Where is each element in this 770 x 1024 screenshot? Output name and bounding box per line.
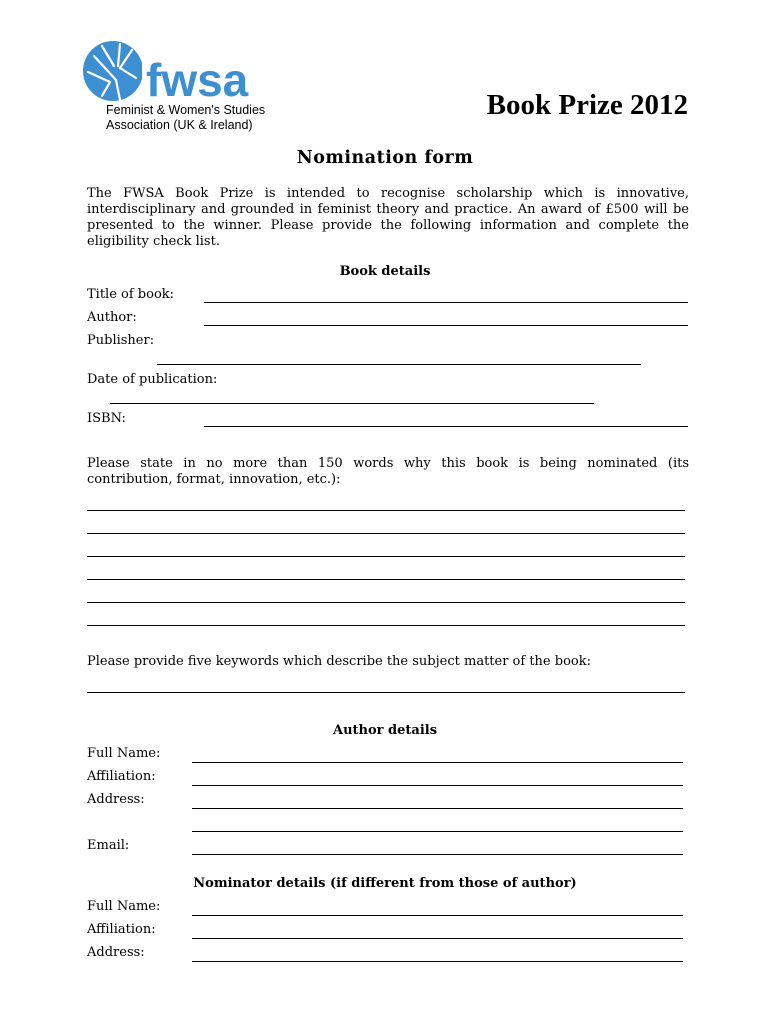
form-title: Nomination form	[296, 148, 474, 168]
author-full-name-field[interactable]	[192, 762, 683, 763]
book-details-heading: Book details	[339, 264, 431, 279]
nomination-prompt: Please state in no more than 150 words why this book is being nominated (its contribution, format, innovation, etc.):	[87, 456, 689, 487]
intro-paragraph: The FWSA Book Prize is intended to recognise scholarship which is innovative, interdisciplinary and grounded in feminist theory and practice. An award of £500 will be presented to the winner. Please provide the following information and complete the eligibility check list.	[87, 186, 689, 249]
author-email-field[interactable]	[192, 854, 683, 855]
author-address-label: Address:	[87, 792, 145, 807]
nominator-affiliation-label: Affiliation:	[87, 922, 156, 937]
title-of-book-label: Title of book:	[87, 287, 175, 302]
logo-wordmark: fwsa	[146, 54, 249, 104]
nomination-line[interactable]	[87, 510, 685, 511]
author-label: Author:	[87, 310, 137, 325]
org-name-line1: Feminist & Women's Studies	[106, 103, 266, 117]
isbn-field[interactable]	[204, 426, 688, 427]
nominator-full-name-field[interactable]	[192, 915, 683, 916]
author-email-label: Email:	[87, 838, 130, 853]
author-affiliation-label: Affiliation:	[87, 769, 156, 784]
title-of-book-field[interactable]	[204, 302, 688, 303]
author-full-name-label: Full Name:	[87, 746, 161, 761]
fwsa-logo-icon	[80, 38, 270, 104]
author-address-field[interactable]	[192, 808, 683, 809]
author-details-heading: Author details	[332, 723, 438, 738]
nominator-details-heading: Nominator details (if different from those of author)	[193, 876, 577, 891]
keywords-field[interactable]	[87, 692, 685, 693]
date-of-publication-label: Date of publication:	[87, 372, 218, 387]
publisher-field[interactable]	[157, 364, 641, 365]
isbn-label: ISBN:	[87, 411, 126, 426]
document-title: Book Prize 2012	[486, 89, 688, 121]
org-name-line2: Association (UK & Ireland)	[106, 118, 253, 132]
nominator-address-field[interactable]	[192, 961, 683, 962]
nominator-address-label: Address:	[87, 945, 145, 960]
date-of-publication-field[interactable]	[110, 403, 594, 404]
keywords-prompt: Please provide five keywords which describe the subject matter of the book:	[87, 654, 591, 669]
author-affiliation-field[interactable]	[192, 785, 683, 786]
author-field[interactable]	[204, 325, 688, 326]
nomination-line[interactable]	[87, 556, 685, 557]
nomination-line[interactable]	[87, 579, 685, 580]
org-name	[106, 103, 265, 133]
nominator-affiliation-field[interactable]	[192, 938, 683, 939]
publisher-label: Publisher:	[87, 333, 155, 348]
nomination-line[interactable]	[87, 602, 685, 603]
nominator-full-name-label: Full Name:	[87, 899, 161, 914]
nomination-line[interactable]	[87, 625, 685, 626]
nomination-line[interactable]	[87, 533, 685, 534]
author-address-field-line2[interactable]	[192, 831, 683, 832]
